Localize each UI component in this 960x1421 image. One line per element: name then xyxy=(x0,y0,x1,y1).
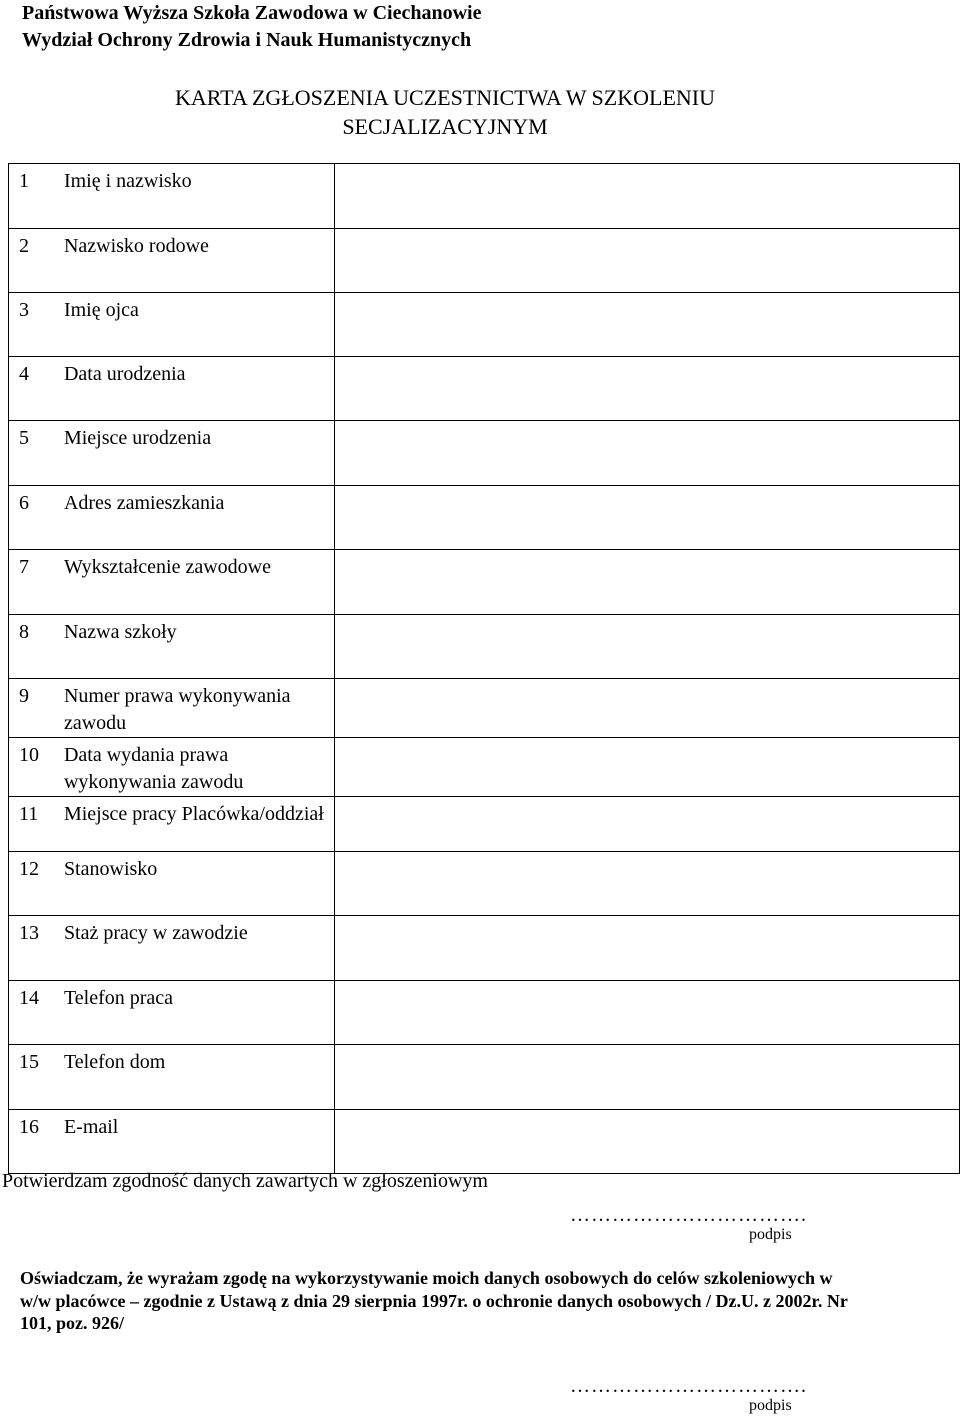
registration-form-table xyxy=(8,163,960,1174)
form-title xyxy=(0,83,890,141)
form-row xyxy=(9,229,960,293)
row-number: 13 xyxy=(9,916,60,981)
field-value-cell[interactable] xyxy=(334,421,959,486)
field-label: E-mail xyxy=(60,1110,334,1174)
field-value-cell[interactable] xyxy=(334,486,959,550)
form-title-line1: KARTA ZGŁOSZENIA UCZESTNICTWA W SZKOLENIU xyxy=(175,85,715,110)
field-value-cell[interactable] xyxy=(334,981,959,1045)
form-row xyxy=(9,293,960,357)
form-row xyxy=(9,550,960,615)
field-value-cell[interactable] xyxy=(334,229,959,293)
field-label: Nazwa szkoły xyxy=(60,615,334,679)
field-value-cell[interactable] xyxy=(334,852,959,916)
field-label: Miejsce pracy Placówka/oddział xyxy=(60,797,334,852)
row-number: 8 xyxy=(9,615,60,679)
row-number: 5 xyxy=(9,421,60,486)
field-value-cell[interactable] xyxy=(334,293,959,357)
row-number: 1 xyxy=(9,164,60,229)
field-label: Data urodzenia xyxy=(60,357,334,421)
field-label: Imię ojca xyxy=(60,293,334,357)
row-number: 7 xyxy=(9,550,60,615)
field-label: Stanowisko xyxy=(60,852,334,916)
form-title-line2: SECJALIZACYJNYM xyxy=(342,114,548,139)
field-value-cell[interactable] xyxy=(334,164,959,229)
field-label: Telefon praca xyxy=(60,981,334,1045)
field-label: Adres zamieszkania xyxy=(60,486,334,550)
field-label: Telefon dom xyxy=(60,1045,334,1110)
form-row xyxy=(9,1110,960,1174)
form-row xyxy=(9,852,960,916)
field-label: Nazwisko rodowe xyxy=(60,229,334,293)
field-value-cell[interactable] xyxy=(334,738,959,797)
form-row xyxy=(9,679,960,738)
row-number: 12 xyxy=(9,852,60,916)
department-name: Wydział Ochrony Zdrowia i Nauk Humanistycznych xyxy=(22,29,472,51)
field-value-cell[interactable] xyxy=(334,679,959,738)
row-number: 14 xyxy=(9,981,60,1045)
institution-header xyxy=(22,0,481,54)
field-label: Numer prawa wykonywania zawodu xyxy=(60,679,334,738)
form-row xyxy=(9,981,960,1045)
confirmation-text: Potwierdzam zgodność danych zawartych w zgłoszeniowym xyxy=(2,1170,488,1192)
field-label: Miejsce urodzenia xyxy=(60,421,334,486)
form-row xyxy=(9,916,960,981)
form-row xyxy=(9,486,960,550)
field-value-cell[interactable] xyxy=(334,1110,959,1174)
field-value-cell[interactable] xyxy=(334,550,959,615)
row-number: 6 xyxy=(9,486,60,550)
row-number: 9 xyxy=(9,679,60,738)
institution-name: Państwowa Wyższa Szkoła Zawodowa w Ciechanowie xyxy=(22,2,482,24)
row-number: 15 xyxy=(9,1045,60,1110)
form-row xyxy=(9,615,960,679)
form-row xyxy=(9,421,960,486)
form-row xyxy=(9,738,960,797)
confirmation-signature-label: podpis xyxy=(749,1226,792,1243)
declaration-signature-label: podpis xyxy=(749,1397,792,1414)
field-value-cell[interactable] xyxy=(334,357,959,421)
row-number: 10 xyxy=(9,738,60,797)
field-value-cell[interactable] xyxy=(334,916,959,981)
row-number: 3 xyxy=(9,293,60,357)
row-number: 16 xyxy=(9,1110,60,1174)
row-number: 11 xyxy=(9,797,60,852)
row-number: 4 xyxy=(9,357,60,421)
field-label: Imię i nazwisko xyxy=(60,164,334,229)
confirmation-signature-line: ……………………………. xyxy=(570,1204,807,1226)
form-row xyxy=(9,1045,960,1110)
field-value-cell[interactable] xyxy=(334,797,959,852)
form-row xyxy=(9,357,960,421)
form-row xyxy=(9,797,960,852)
declaration-signature-line: ……………………………. xyxy=(570,1375,807,1397)
field-label: Data wydania prawa wykonywania zawodu xyxy=(60,738,334,797)
field-value-cell[interactable] xyxy=(334,1045,959,1110)
field-label: Wykształcenie zawodowe xyxy=(60,550,334,615)
field-label: Staż pracy w zawodzie xyxy=(60,916,334,981)
row-number: 2 xyxy=(9,229,60,293)
field-value-cell[interactable] xyxy=(334,615,959,679)
consent-declaration: Oświadczam, że wyrażam zgodę na wykorzystywanie moich danych osobowych do celów szkoleniowych w w/w placówce – zgodnie z Ustawą z dnia 29 sierpnia 1997r. o ochronie danych osobowych / Dz.U. z 2002r. Nr 101, poz. 926/ xyxy=(20,1268,848,1333)
form-row xyxy=(9,164,960,229)
